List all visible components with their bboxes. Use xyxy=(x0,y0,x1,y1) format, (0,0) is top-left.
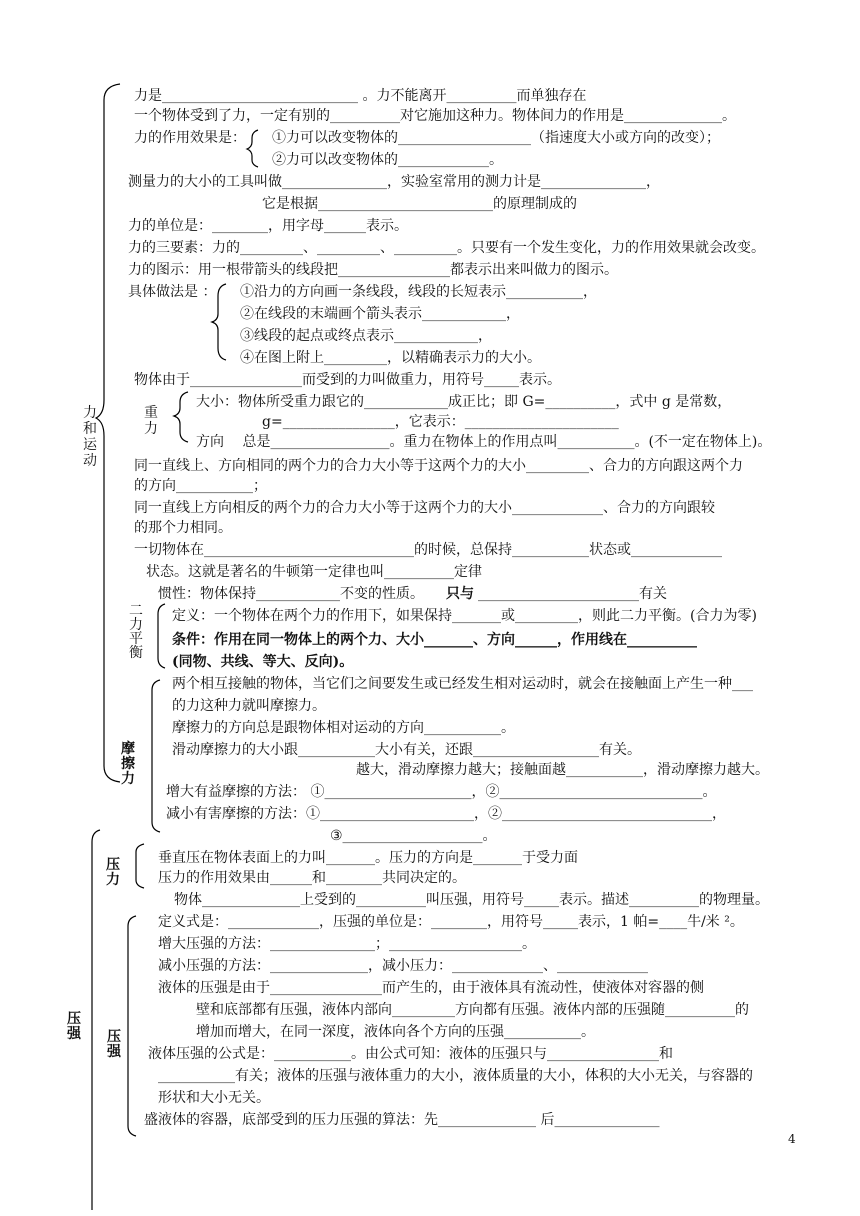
text-line: ③____________________。 xyxy=(330,828,497,844)
text-line: 压力的作用效果由______和________共同决定的。 xyxy=(158,870,466,886)
text-line: 力是____________________________ 。力不能离开__________而单独存在 xyxy=(134,88,587,104)
text-line: _______________________有关 xyxy=(478,586,667,602)
text-line: 减小有害摩擦的方法：①______________________，②______________________________， xyxy=(166,806,726,822)
brace-force-motion xyxy=(96,84,120,782)
text-line: 力的三要素：力的_________、_________、_________。只要有一个发生变化，力的作用效果就会改变。 xyxy=(128,240,765,256)
text-line: 的力这种力就叫摩擦力。 xyxy=(172,698,326,714)
text-line: 增大有益摩擦的方法： ①_____________________，②_____________________________。 xyxy=(166,784,717,800)
text-line: ④在图上附上_________，以精确表示力的大小。 xyxy=(240,350,541,366)
bracket-pressure-force xyxy=(136,844,144,888)
bracket-pressure xyxy=(128,916,136,1136)
brace-gravity xyxy=(174,392,188,442)
text-line: 物体由于________________而受到的力叫做重力，用符号_____表示。 xyxy=(134,372,561,388)
side-label-gravity: 重 力 xyxy=(144,405,158,437)
text-line: 力的作用效果是： xyxy=(134,130,246,146)
text-line: ③线段的起点或终点表示____________， xyxy=(240,328,492,344)
text-line-bold: 只与 xyxy=(446,586,474,602)
text-line: 测量力的大小的工具叫做_______________，实验室常用的测力计是_______________， xyxy=(128,174,660,190)
bracket-friction xyxy=(152,680,160,832)
side-label-friction: 摩 擦 力 xyxy=(121,741,135,787)
page-number: 4 xyxy=(788,1132,796,1146)
text-line: 方向 总是_________________。重力在物体上的作用点叫___________。(不一定在物体上)。 xyxy=(196,434,772,450)
text-line: ②力可以改变物体的_____________。 xyxy=(272,152,503,168)
text-line: g=________________，它表示：______________________ xyxy=(262,414,619,430)
text-line: 的方向___________； xyxy=(134,478,267,494)
brace-effect xyxy=(247,130,258,167)
text-line: 液体压强的公式是：___________。由公式可知：液体的压强只与________________和 xyxy=(148,1046,673,1062)
text-line: 的那个力相同。 xyxy=(134,520,232,536)
text-line: 惯性：物体保持____________不变的性质。 xyxy=(158,586,424,602)
text-line: 液体的压强是由于________________而产生的，由于液体具有流动性，使液体对容器的侧 xyxy=(158,980,704,996)
side-label-pressure-force: 压 力 xyxy=(106,857,120,888)
text-line: 形状和大小无关。 xyxy=(158,1090,270,1106)
text-line: 两个相互接触的物体，当它们之间要发生或已经发生相对运动时，就会在接触面上产生一种___ xyxy=(172,676,753,692)
text-line: 越大，滑动摩擦力越大；接触面越___________，滑动摩擦力越大。 xyxy=(356,762,769,778)
text-line: 状态。这就是著名的牛顿第一定律也叫__________定律 xyxy=(146,564,482,580)
text-line: 滑动摩擦力的大小跟___________大小有关，还跟__________________有关。 xyxy=(172,742,641,758)
text-line: ①力可以改变物体的___________________（指速度大小或方向的改变）； xyxy=(272,130,720,146)
text-line: 一切物体在______________________________的时候，总保持___________状态或_____________ xyxy=(134,542,722,558)
text-line: 定义：一个物体在两个力的作用下，如果保持_______或_________，则此二力平衡。(合力为零) xyxy=(172,608,757,624)
text-line: 物体______________上受到的__________叫压强，用符号_____表示。描述__________的物理量。 xyxy=(174,892,769,908)
text-line: 减小压强的方法：______________，减小压力：_____________、_____________ xyxy=(158,958,648,974)
bracket-pressure-big xyxy=(92,830,100,1210)
text-line: 力的图示：用一根带箭头的线段把________________都表示出来叫做力的图示。 xyxy=(128,262,618,278)
text-line: 壁和底部都有压强，液体内部向_________方向都有压强。液体内部的压强随__________的 xyxy=(196,1002,749,1018)
text-line: 力的单位是：________，用字母______表示。 xyxy=(128,218,408,234)
text-line: 大小：物体所受重力跟它的____________成正比；即 G=__________，式中 g 是常数， xyxy=(196,394,732,410)
side-label-pressure: 压 强 xyxy=(67,1011,81,1042)
text-line: ②在线段的末端画个箭头表示____________， xyxy=(240,306,520,322)
side-label-force-motion: 力 和 运 动 xyxy=(83,405,97,469)
text-line: 摩擦力的方向总是跟物体相对运动的方向___________。 xyxy=(172,720,515,736)
text-line: ___________有关；液体的压强与液体重力的大小，液体质量的大小，体积的大小无关，与容器的 xyxy=(158,1068,753,1084)
bracket-balance xyxy=(158,604,165,668)
text-line: 垂直压在物体表面上的力叫_______。压力的方向是_______于受力面 xyxy=(158,850,578,866)
text-line: 一个物体受到了力，一定有别的__________对它施加这种力。物体间力的作用是______________。 xyxy=(134,108,736,124)
text-line: ①沿力的方向画一条线段，线段的长短表示___________， xyxy=(240,284,597,300)
side-label-two-force-balance: 二 力 平 衡 xyxy=(129,603,143,661)
text-line: 增大压强的方法：_______________；___________________。 xyxy=(158,936,536,952)
text-line: 同一直线上、方向相同的两个力的合力大小等于这两个力的大小_________、合力的方向跟这两个力 xyxy=(134,458,743,474)
text-line-bold: (同物、共线、等大、反向)。 xyxy=(172,654,354,670)
text-line: 盛液体的容器，底部受到的压力压强的算法：先______________ 后_______________ xyxy=(144,1112,660,1128)
text-line-bold: 条件：作用在同一物体上的两个力、大小_______、方向______，作用线在__________ xyxy=(172,632,697,648)
text-line: 定义式是：_____________，压强的单位是：________，用符号_____表示，1 帕=____牛/米 ²。 xyxy=(158,914,744,930)
text-line: 同一直线上方向相反的两个力的合力大小等于这两个力的大小_____________、合力的方向跟较 xyxy=(134,500,715,516)
text-line: 具体做法是 ： xyxy=(128,284,217,300)
text-line: 它是根据_________________________的原理制成的 xyxy=(262,196,577,212)
side-label-pressure-section: 压 强 xyxy=(107,1029,121,1060)
text-line: 增加而增大，在同一深度，液体向各个方向的压强___________。 xyxy=(196,1024,595,1040)
